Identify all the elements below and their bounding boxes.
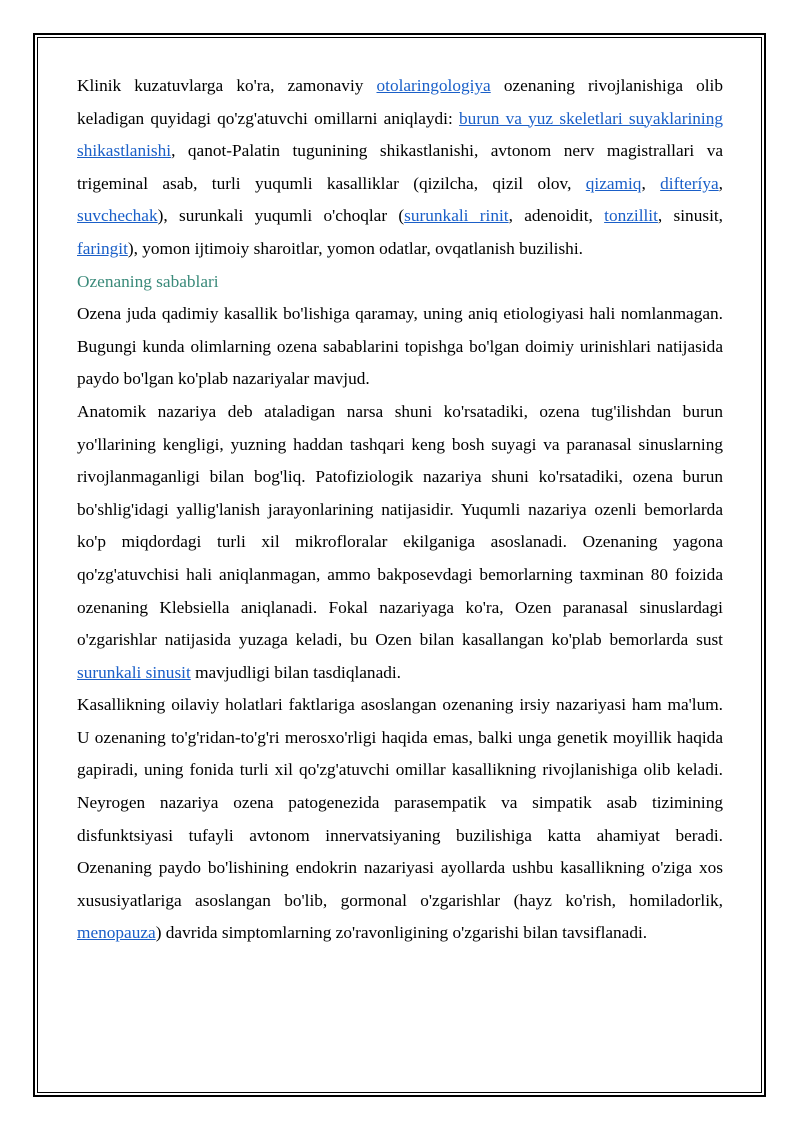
text: , sinusit, [657, 206, 723, 226]
text: mavjudligi bilan tasdiqlanadi. [190, 662, 401, 682]
link-suvchechak[interactable]: suvchechak [77, 206, 158, 226]
section-heading: Ozenaning sabablari [77, 271, 219, 291]
link-faringit[interactable]: faringit [77, 238, 128, 258]
link-surunkali-rinit[interactable]: surunkali rinit [404, 206, 509, 226]
paragraph-triggers [77, 70, 723, 266]
paragraph-hereditary [77, 689, 723, 950]
text: Kasallikning oilaviy holatlari faktlariga asoslangan ozenaning irsiy nazariyasi ham ma'lum. U ozenaning to'g'ridan-to'g'ri merosxo'rligi haqida emas, balki unga genetik moyillik haqida gapiradi, uning fonida turli xil qo'zg'atuvchi omillar kasallikning rivojlanishiga olib keladi. Neyrogen nazariya ozena patogenezida parasempatik va simpatik asab tizimining disfunktsiyasi tufayli avtonom innervatsiyaning buzilishiga katta ahamiyat beradi. Ozenaning paydo bo'lishining endokrin nazariyasi ayollarda ushbu kasallikning o'ziga xos xususiyatlariga asoslangan bo'lib, gormonal o'zgarishlar (hayz ko'rish, homiladorlik, [77, 695, 723, 910]
text: ), surunkali yuqumli o'choqlar ( [157, 206, 405, 226]
paragraph-theories [77, 396, 723, 689]
link-skeletal-injuries[interactable]: burun va yuz skeletlari suyaklarining shikastlanishi [77, 108, 723, 161]
paragraph-etiology: Ozena juda qadimiy kasallik bo'lishiga qaramay, uning aniq etiologiyasi hali nomlanmagan. Bugungi kunda olimlarning ozena sabablarini topishga bo'lgan doimiy urinishlari natijasida paydo bo'lgan ko'plab nazariyalar mavjud. [77, 304, 723, 389]
text: , [718, 173, 723, 193]
text: ) davrida simptomlarning zo'ravonligining o'zgarishi bilan tavsiflanadi. [155, 923, 648, 943]
link-otolaringologiya[interactable]: otolaringologiya [376, 76, 491, 95]
link-qizamiq[interactable]: qizamiq [585, 173, 642, 193]
text: ), yomon ijtimoiy sharoitlar, yomon odatlar, ovqatlanish buzilishi. [127, 238, 583, 258]
link-tonzillit[interactable]: tonzillit [604, 206, 658, 226]
text: Klinik kuzatuvlarga ko'ra, zamonaviy [77, 76, 377, 95]
link-menopauza[interactable]: menopauza [77, 923, 156, 943]
link-difteriya[interactable]: difteríya [660, 173, 719, 193]
text: , qanot-Palatin tugunining shikastlanishi, avtonom nerv magistrallari va trigeminal asab, turli yuqumli kasalliklar (qizilcha, qizil olov, [77, 141, 723, 193]
document-body [77, 70, 723, 950]
text: , adenoidit, [508, 206, 605, 226]
link-surunkali-sinusit[interactable]: surunkali sinusit [77, 662, 191, 682]
text: Anatomik nazariya deb ataladigan narsa shuni ko'rsatadiki, ozena tug'ilishdan burun yo'llarining kengligi, yuzning haddan tashqari keng bosh suyagi va paranasal sinuslarning rivojlanmaganligi bilan bog'liq. Patofiziologik nazariya shuni ko'rsatadiki, ozena burun bo'shlig'idagi yallig'lanish jarayonlarining natijasidir. Yuqumli nazariya ozenli bemorlarda ko'p miqdordagi turli xil mikrofloralar ekilganiga asoslanadi. Ozenaning yagona qo'zg'atuvchisi hali aniqlanmagan, ammo bakposevdagi bemorlarning taxminan 80 foizida ozenaning Klebsiella aniqlanadi. Fokal nazariyaga ko'ra, Ozen paranasal sinuslardagi o'zgarishlar natijasida yuzaga keladi, bu Ozen bilan kasallangan ko'plab bemorlarda sust [77, 401, 723, 650]
text: , [641, 173, 661, 193]
text: ozenaning rivojlanishiga olib keladigan quyidagi qo'zg'atuvchi omillarni aniqlaydi: [77, 76, 723, 128]
